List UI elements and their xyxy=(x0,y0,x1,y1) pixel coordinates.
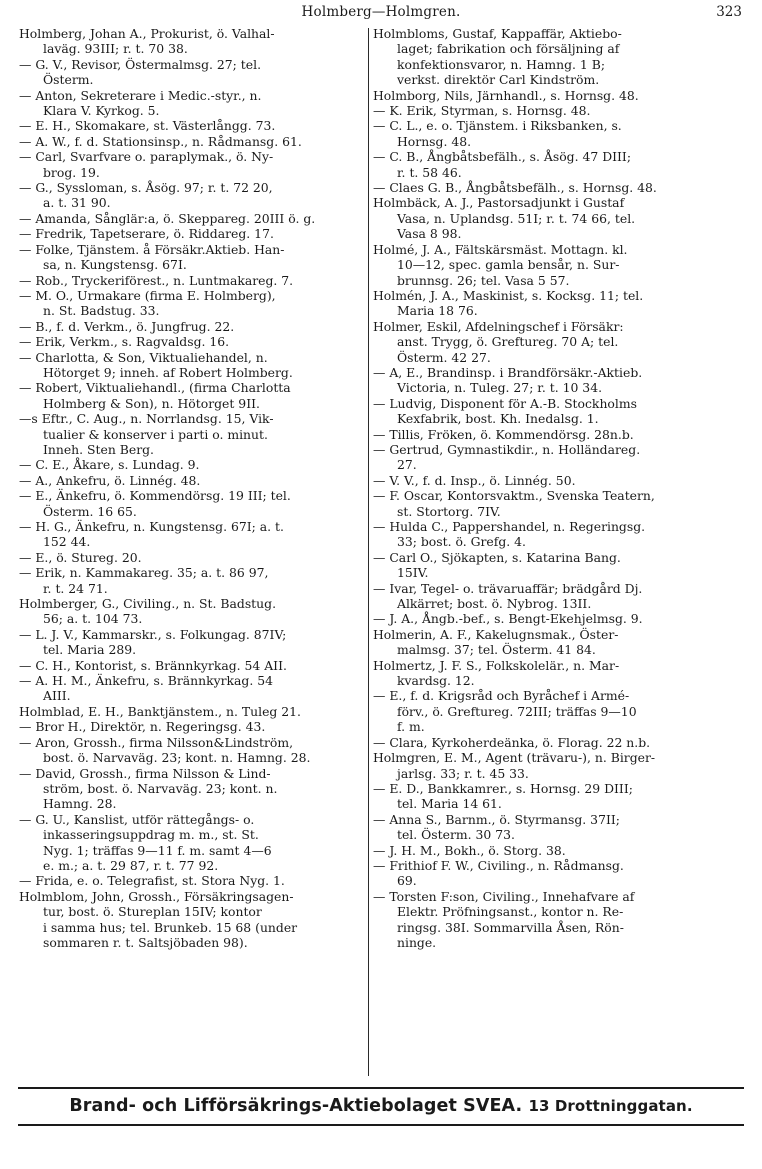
directory-line: — Carl O., Sjökapten, s. Katarina Bang. xyxy=(373,549,621,565)
directory-line: — A. W., f. d. Stationsinsp., n. Rådmansg. 61. xyxy=(19,133,302,149)
directory-line: — Bror H., Direktör, n. Regeringsg. 43. xyxy=(19,719,266,735)
directory-line: ringsg. 38I. Sommarvilla Åsen, Rön- xyxy=(397,919,624,935)
directory-line: Holmberger, G., Civiling., n. St. Badstug. xyxy=(19,596,277,612)
directory-line: Vasa, n. Uplandsg. 51I; r. t. 74 66, tel. xyxy=(397,210,636,226)
directory-line: Österm. xyxy=(43,72,94,88)
directory-line: Kexfabrik, bost. Kh. Inedalsg. 1. xyxy=(397,411,599,427)
directory-line: — David, Grossh., firma Nilsson & Lind- xyxy=(19,765,271,781)
directory-line: Holmbloms, Gustaf, Kappaffär, Aktiebo- xyxy=(373,26,622,41)
directory-line: — M. O., Urmakare (firma E. Holmberg), xyxy=(19,287,276,303)
directory-line: Hornsg. 48. xyxy=(397,133,472,149)
footer-address: 13 Drottninggatan. xyxy=(528,1097,693,1115)
footer-advertisement xyxy=(18,1091,744,1121)
directory-line: Klara V. Kyrkog. 5. xyxy=(43,103,160,119)
directory-line: — Robert, Viktualiehandl., (firma Charlotta xyxy=(19,380,291,396)
directory-line: — G. V., Revisor, Östermalmsg. 27; tel. xyxy=(19,56,262,72)
directory-line: Holmblad, E. H., Banktjänstem., n. Tuleg 21. xyxy=(19,703,301,719)
directory-line: 152 44. xyxy=(43,534,91,550)
directory-line: jarlsg. 33; r. t. 45 33. xyxy=(397,765,529,781)
directory-line: brunnsg. 26; tel. Vasa 5 57. xyxy=(397,272,570,288)
directory-line: Holmblom, John, Grossh., Försäkringsagen- xyxy=(19,888,294,904)
directory-line: — K. Erik, Styrman, s. Hornsg. 48. xyxy=(373,103,591,119)
directory-line: Holmborg, Nils, Järnhandl., s. Hornsg. 48. xyxy=(373,87,639,103)
directory-line: tel. Maria 14 61. xyxy=(397,796,502,812)
directory-line: —s Eftr., C. Aug., n. Norrlandsg. 15, Vik- xyxy=(19,411,274,427)
directory-line: 15IV. xyxy=(397,565,429,581)
directory-line: — B., f. d. Verkm., ö. Jungfrug. 22. xyxy=(19,318,235,334)
directory-line: — E., ö. Stureg. 20. xyxy=(19,549,142,565)
left-column xyxy=(19,26,366,1078)
directory-line: — E. H., Skomakare, st. Västerlångg. 73. xyxy=(19,118,276,134)
directory-line: Österm. 42 27. xyxy=(397,349,491,365)
directory-line: e. m.; a. t. 29 87, r. t. 77 92. xyxy=(43,857,219,873)
directory-line: konfektionsvaror, n. Hamng. 1 B; xyxy=(397,56,606,72)
directory-line: inkasseringsuppdrag m. m., st. St. xyxy=(43,827,259,843)
running-title: Holmberg—Holmgren. xyxy=(301,4,461,20)
directory-line: Maria 18 76. xyxy=(397,303,478,319)
directory-line: st. Stortorg. 7IV. xyxy=(397,503,501,519)
right-column xyxy=(373,26,741,1078)
directory-line: — L. J. V., Kammarskr., s. Folkungag. 87IV; xyxy=(19,626,287,642)
directory-line: r. t. 58 46. xyxy=(397,164,462,180)
directory-line: r. t. 24 71. xyxy=(43,580,108,596)
directory-line: — Erik, n. Kammakareg. 35; a. t. 86 97, xyxy=(19,565,269,581)
page-header xyxy=(20,4,742,24)
directory-line: laväg. 93III; r. t. 70 38. xyxy=(43,41,188,57)
directory-line: — Anton, Sekreterare i Medic.-styr., n. xyxy=(19,87,262,103)
directory-line: Victoria, n. Tuleg. 27; r. t. 10 34. xyxy=(397,380,603,396)
directory-line: — H. G., Änkefru, n. Kungstensg. 67I; a. t. xyxy=(19,519,284,534)
directory-line: — C. E., Åkare, s. Lundag. 9. xyxy=(19,457,200,473)
directory-line: tur, bost. ö. Stureplan 15IV; kontor xyxy=(43,904,262,920)
directory-line: — Frida, e. o. Telegrafist, st. Stora Nyg. 1. xyxy=(19,873,285,889)
directory-line: — A., Ankefru, ö. Linnég. 48. xyxy=(19,472,201,488)
directory-line: Nyg. 1; träffas 9—11 f. m. samt 4—6 xyxy=(43,842,272,858)
footer-rule-top xyxy=(18,1087,744,1089)
directory-line: — Claes G. B., Ångbåtsbefälh., s. Hornsg. 48. xyxy=(373,180,657,196)
directory-line: — Carl, Svarfvare o. paraplymak., ö. Ny- xyxy=(19,149,274,165)
directory-line: kvardsg. 12. xyxy=(397,673,475,689)
directory-line: Holmerin, A. F., Kakelugnsmak., Öster- xyxy=(373,626,619,642)
directory-line: — Ivar, Tegel- o. trävaruaffär; brädgård Dj. xyxy=(373,580,643,596)
directory-line: — C. H., Kontorist, s. Brännkyrkag. 54 AII. xyxy=(19,657,287,673)
directory-line: verkst. direktör Carl Kindström. xyxy=(397,72,600,88)
directory-line: bost. ö. Narvaväg. 23; kont. n. Hamng. 28. xyxy=(43,750,311,766)
directory-line: malmsg. 37; tel. Österm. 41 84. xyxy=(397,642,596,658)
directory-line: anst. Trygg, ö. Greftureg. 70 A; tel. xyxy=(397,334,619,350)
directory-line: tel. Maria 289. xyxy=(43,642,137,658)
directory-line: — E., f. d. Krigsråd och Byråchef i Armé- xyxy=(373,688,630,704)
footer-rule-bottom xyxy=(18,1124,744,1126)
directory-line: Holmbäck, A. J., Pastorsadjunkt i Gustaf xyxy=(373,195,625,211)
directory-line: — Clara, Kyrkoherdeänka, ö. Florag. 22 n.b. xyxy=(373,734,651,750)
directory-line: — G., Syssloman, s. Åsög. 97; r. t. 72 20, xyxy=(19,180,273,196)
directory-line: — Aron, Grossh., firma Nilsson&Lindström, xyxy=(19,734,294,750)
directory-line: — Fredrik, Tapetserare, ö. Riddareg. 17. xyxy=(19,226,274,242)
directory-line: Vasa 8 98. xyxy=(397,226,462,242)
directory-line: Österm. 16 65. xyxy=(43,503,137,519)
directory-line: Holmgren, E. M., Agent (trävaru-), n. Birger- xyxy=(373,750,656,766)
directory-line: Holmén, J. A., Maskinist, s. Kocksg. 11; tel. xyxy=(373,287,644,303)
directory-line: — Charlotta, & Son, Viktualiehandel, n. xyxy=(19,349,268,365)
directory-line: — Rob., Tryckeriförest., n. Luntmakareg. 7. xyxy=(19,272,294,288)
directory-line: Holmberg & Son), n. Hötorget 9II. xyxy=(43,395,260,411)
directory-line: — Amanda, Sånglär:a, ö. Skeppareg. 20III ö. g. xyxy=(19,210,316,226)
directory-line: laget; fabrikation och försäljning af xyxy=(397,41,620,57)
directory-line: AIII. xyxy=(43,688,71,704)
footer-company: Brand- och Lifförsäkrings-Aktiebolaget SVEA. xyxy=(69,1096,523,1116)
directory-line: ström, bost. ö. Narvaväg. 23; kont. n. xyxy=(43,780,278,796)
directory-line: — Folke, Tjänstem. å Försäkr.Aktieb. Han- xyxy=(19,241,285,257)
directory-line: 69. xyxy=(397,873,417,889)
directory-line: Holmberg, Johan A., Prokurist, ö. Valhal- xyxy=(19,26,275,41)
directory-line: — E. D., Bankkamrer., s. Hornsg. 29 DIII; xyxy=(373,780,633,796)
directory-line: — Gertrud, Gymnastikdir., n. Holländareg. xyxy=(373,441,641,457)
directory-line: a. t. 31 90. xyxy=(43,195,111,211)
directory-line: — J. A., Ångb.-bef., s. Bengt-Ekehjelmsg. 9. xyxy=(373,611,643,627)
directory-line: — C. L., e. o. Tjänstem. i Riksbanken, s. xyxy=(373,118,622,134)
directory-line: — A, E., Brandinsp. i Brandförsäkr.-Aktieb. xyxy=(373,364,643,380)
directory-line: — E., Änkefru, ö. Kommendörsg. 19 III; tel. xyxy=(19,488,291,504)
directory-line: ninge. xyxy=(397,934,437,950)
directory-line: — Erik, Verkm., s. Ragvaldsg. 16. xyxy=(19,334,230,350)
directory-line: — Torsten F:son, Civiling., Innehafvare af xyxy=(373,888,635,904)
column-divider xyxy=(368,28,369,1076)
directory-line: — C. B., Ångbåtsbefälh., s. Åsög. 47 DIII; xyxy=(373,149,631,165)
directory-line: f. m. xyxy=(397,719,425,735)
directory-line: förv., ö. Greftureg. 72III; träffas 9—10 xyxy=(397,703,637,719)
directory-line: — F. Oscar, Kontorsvaktm., Svenska Teatern, xyxy=(373,488,655,504)
directory-line: Holmer, Eskil, Afdelningschef i Försäkr: xyxy=(373,318,624,334)
directory-line: Hamng. 28. xyxy=(43,796,117,812)
directory-line: sa, n. Kungstensg. 67I. xyxy=(43,257,187,273)
directory-line: Hötorget 9; inneh. af Robert Holmberg. xyxy=(43,364,293,380)
directory-line: n. St. Badstug. 33. xyxy=(43,303,160,319)
directory-line: — G. U., Kanslist, utför rättegångs- o. xyxy=(19,811,255,827)
directory-line: — Ludvig, Disponent för A.-B. Stockholms xyxy=(373,395,637,411)
directory-line: — Frithiof F. W., Civiling., n. Rådmansg. xyxy=(373,857,624,873)
directory-line: 27. xyxy=(397,457,417,473)
directory-line: — J. H. M., Bokh., ö. Storg. 38. xyxy=(373,842,566,858)
directory-line: Holmé, J. A., Fältskärsmäst. Mottagn. kl. xyxy=(373,241,628,257)
directory-line: Holmertz, J. F. S., Folkskolelär., n. Mar- xyxy=(373,657,620,673)
directory-line: i samma hus; tel. Brunkeb. 15 68 (under xyxy=(43,919,298,935)
directory-line: 33; bost. ö. Grefg. 4. xyxy=(397,534,526,550)
page-number: 323 xyxy=(716,4,742,20)
directory-line: sommaren r. t. Saltsjöbaden 98). xyxy=(43,934,248,950)
directory-line: — Tillis, Fröken, ö. Kommendörsg. 28n.b. xyxy=(373,426,634,442)
directory-line: Alkärret; bost. ö. Nybrog. 13II. xyxy=(397,596,592,612)
directory-line: Inneh. Sten Berg. xyxy=(43,441,154,457)
directory-line: brog. 19. xyxy=(43,164,100,180)
directory-line: 10—12, spec. gamla bensår, n. Sur- xyxy=(397,257,620,273)
directory-line: — Anna S., Barnm., ö. Styrmansg. 37II; xyxy=(373,811,620,827)
directory-line: tel. Österm. 30 73. xyxy=(397,827,515,843)
directory-line: — Hulda C., Pappershandel, n. Regeringsg. xyxy=(373,519,646,534)
directory-line: tualier & konserver i parti o. minut. xyxy=(43,426,268,442)
directory-line: Elektr. Pröfningsanst., kontor n. Re- xyxy=(397,904,624,920)
directory-line: — V. V., f. d. Insp., ö. Linnég. 50. xyxy=(373,472,576,488)
directory-line: — A. H. M., Änkefru, s. Brännkyrkag. 54 xyxy=(19,673,273,689)
directory-line: 56; a. t. 104 73. xyxy=(43,611,143,627)
